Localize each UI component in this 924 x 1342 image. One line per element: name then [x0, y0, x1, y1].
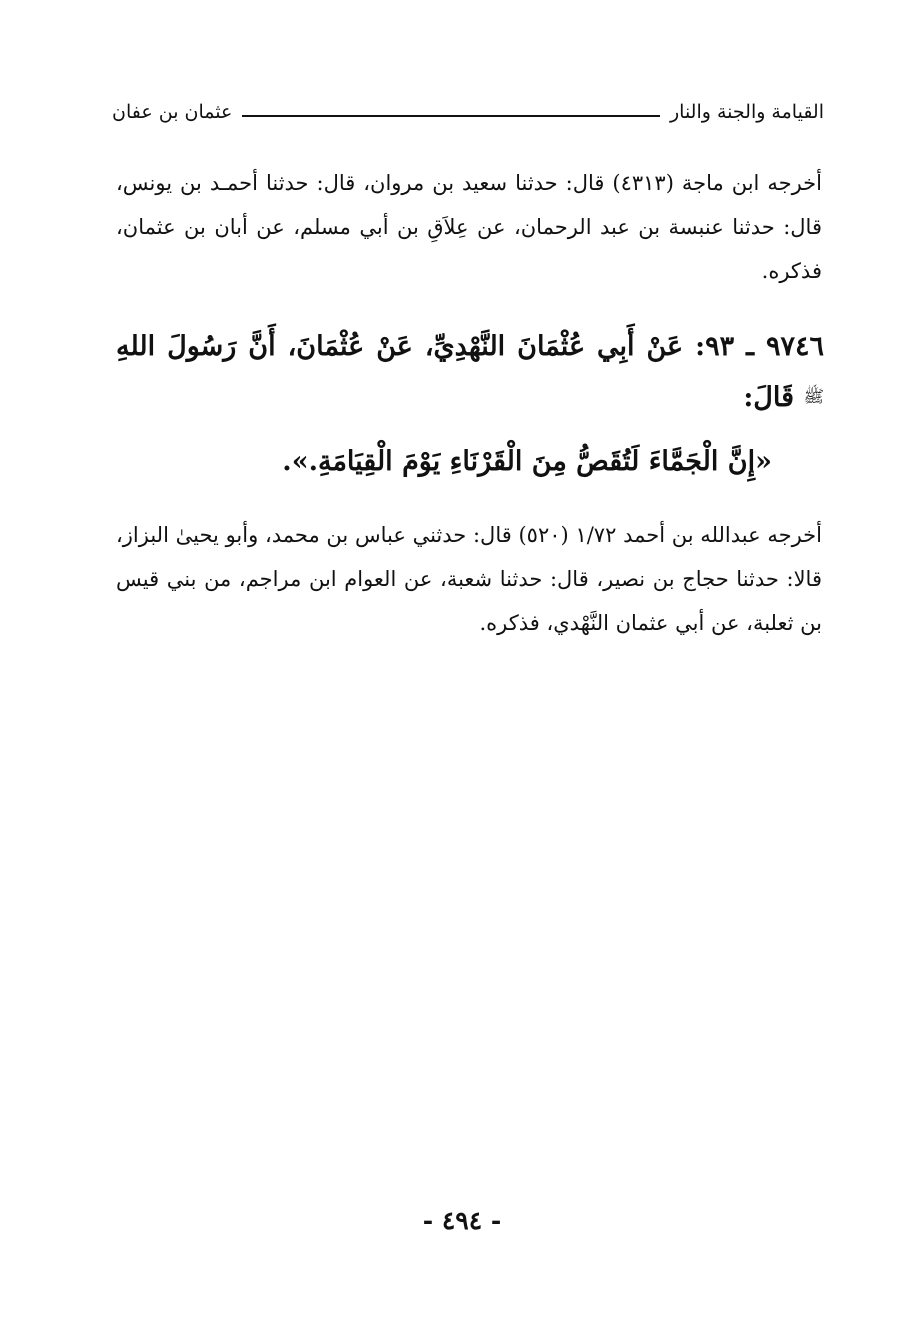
hadith-text: «إِنَّ الْجَمَّاءَ لَتُقَصُّ مِنَ الْقَرْنَاءِ يَوْمَ الْقِيَامَةِ.».	[282, 446, 772, 477]
hadith-said: قَالَ:	[743, 382, 795, 413]
book-section-title: القيامة والجنة والنار	[669, 100, 824, 123]
takhrij-paragraph-2: أخرجه عبدالله بن أحمد ١/٧٢ (٥٢٠) قال: حدثني عباس بن محمد، وأبو يحيىٰ البزاز، قالا: حدثنا حجاج بن نصير، قال: حدثنا شعبة، عن العوام ابن مراجم، من بني قيس بن ثعلبة، عن أبي عثمان النَّهْدي، فذكره.	[116, 523, 823, 635]
chapter-title: عثمان بن عفان	[112, 100, 233, 123]
header-rule	[242, 115, 660, 117]
takhrij-paragraph-1: أخرجه ابن ماجة (٤٣١٣) قال: حدثنا سعيد بن مروان، قال: حدثنا أحمـد بن يونس، قال: حدثنا عنبسة بن عبد الرحمان، عن عِلاَقِ بن أبي مسلم، عن أبان بن عثمان، فذكره.	[116, 171, 822, 283]
page-number: - ٤٩٤ -	[422, 1206, 502, 1235]
salutation-glyph: ﷺ	[803, 387, 824, 407]
hadith-intro: عَنْ أَبِي عُثْمَانَ النَّهْدِيِّ، عَنْ عُثْمَانَ، أَنَّ رَسُولَ اللهِ	[116, 331, 684, 362]
hadith-heading	[116, 322, 824, 423]
running-header	[112, 96, 824, 128]
hadith-number: ٩٧٤٦ ـ ٩٣:	[695, 331, 824, 362]
